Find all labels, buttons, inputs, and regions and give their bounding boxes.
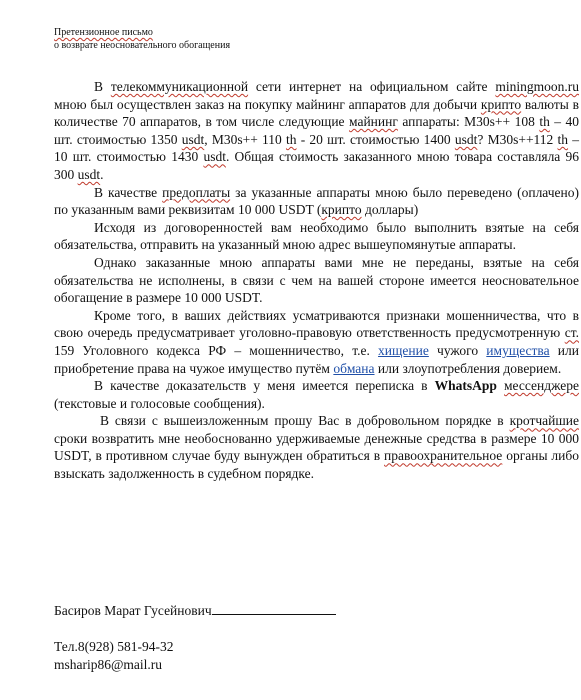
paragraph-demand: В связи с вышеизложенным прошу Вас в добровольном порядке в кротчайшие сроки возвратить мне необоснованно удерживаемые денежные средства в размере 10 000 USDT, в противном случае буду вынужден обратиться в правоохранительное органы либо взыскать задолженность в судебном порядке.: [54, 413, 579, 482]
link-deception[interactable]: обмана: [333, 360, 375, 376]
paragraph-order: В телекоммуникационной сети интернет на официальном сайте miningmoon.ru мною был осуществлен заказ на покупку майнинг аппаратов для добычи крипто валюты в количестве 70 аппаратов, в том числе следующие майнинг аппараты: M30s++ 108 th – 40 шт. стоимостью 1350 usdt, M30s++ 110 th - 20 шт. стоимостью 1400 usdt? M30s++112 th – 10 шт. стоимостью 1430 usdt. Общая стоимость заказанного мною товара составляла 96 300 usdt.: [54, 79, 580, 182]
whatsapp-word: WhatsApp: [434, 378, 497, 394]
header-line-2: о возврате неосновательного обогащения: [54, 40, 231, 51]
letter-body: [54, 78, 579, 483]
header-line-1: Претензионное письмо: [54, 27, 153, 38]
paragraph-prepayment: В качестве предоплаты за указанные аппараты мною было переведено (оплачено) по указанным вами реквизитам 10 000 USDT (крипто доллары): [54, 184, 580, 218]
signature-line: [212, 601, 336, 615]
letter-header: [54, 26, 230, 52]
contact-email: msharip86@mail.ru: [54, 657, 163, 672]
contact-phone: Тел.8(928) 581-94-32: [54, 639, 174, 654]
contacts-block: [54, 638, 173, 674]
paragraph-fraud: Кроме того, в ваших действиях усматриваются признаки мошенничества, что в свою очередь предусматривает уголовно-правовую ответственность предусмотренную ст. 159 Уголовного кодекса РФ – мошенничество, т.е. хищение чужого имущества или приобретение права на чужое имущество путём обмана или злоупотребления доверием.: [54, 307, 579, 376]
paragraph-evidence: В качестве доказательств у меня имеется переписка в WhatsApp мессенджере (текстовые и голосовые сообщения).: [54, 378, 579, 411]
paragraph-agreement: Исходя из договоренностей вам необходимо было выполнить взятые на себя обязательства, отправить на указанный мною адрес вышеупомянутые аппараты.: [54, 219, 579, 253]
link-property[interactable]: имущества: [486, 342, 550, 358]
paragraph-non-delivery: Однако заказанные мною аппараты вами мне не переданы, взятые на себя обязательства не исполнены, в связи с чем на вашей стороне имеется неосновательное обогащение в размере 10 000 USDT.: [54, 254, 579, 306]
link-theft[interactable]: хищение: [378, 342, 429, 358]
signer-name: Басиров Марат Гусейнович: [54, 603, 212, 618]
signature-block: [54, 601, 336, 620]
